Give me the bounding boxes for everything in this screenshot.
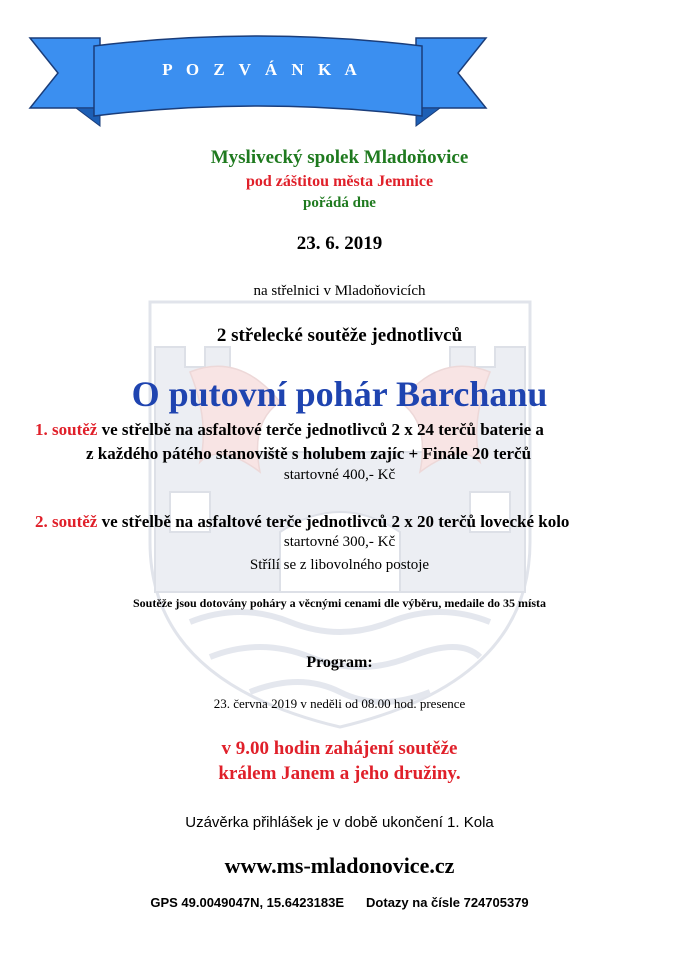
competition-2-label: 2. soutěž (35, 512, 98, 531)
registration-deadline: Uzávěrka přihlášek je v době ukončení 1. Kola (185, 814, 494, 831)
competition-1-line1 (35, 420, 544, 440)
contact-phone[interactable]: Dotazy na čísle 724705379 (366, 895, 529, 910)
footer-info (0, 895, 679, 910)
competition-1-desc: ve střelbě na asfaltové terče jednotlivců 2 x 24 terčů baterie a (97, 420, 544, 439)
program-heading: Program: (306, 654, 373, 671)
competitions-intro: 2 střelecké soutěže jednotlivců (216, 325, 463, 346)
program-presence: 23. června 2019 v neděli od 08.00 hod. presence (213, 696, 466, 711)
banner-title: P O Z V Á N K A (162, 60, 362, 79)
gps-coordinates: GPS 49.0049047N, 15.6423183E (150, 895, 345, 910)
banner-ribbon (28, 8, 488, 158)
competition-1-line2: z každého pátého stanoviště s holubem zajíc + Finále 20 terčů (86, 444, 532, 463)
competition-2-note: Střílí se z libovolného postoje (249, 557, 430, 573)
competition-2-desc: ve střelbě na asfaltové terče jednotlivců 2 x 20 terčů lovecké kolo (97, 512, 570, 531)
event-date: 23. 6. 2019 (296, 233, 383, 254)
prizes: Soutěže jsou dotovány poháry a věcnými cenami dle výběru, medaile do 35 místa (133, 596, 546, 610)
competition-2-line1 (35, 512, 569, 532)
competition-1-fee: startovné 400,- Kč (283, 467, 396, 483)
patronage: pod záštitou města Jemnice (245, 173, 434, 190)
website-link[interactable]: www.ms-mladonovice.cz (224, 853, 455, 878)
announces: pořádá dne (303, 195, 376, 211)
main-title: O putovní pohár Barchanu (131, 374, 548, 414)
program-start-line2: králem Janem a jeho družiny. (218, 763, 461, 784)
competition-1-label: 1. soutěž (35, 420, 98, 439)
program-start-line1: v 9.00 hodin zahájení soutěže (221, 738, 458, 759)
organizer: Myslivecký spolek Mladoňovice (210, 147, 469, 168)
venue: na střelnici v Mladoňovicích (253, 283, 426, 299)
competition-2-fee: startovné 300,- Kč (283, 534, 396, 550)
